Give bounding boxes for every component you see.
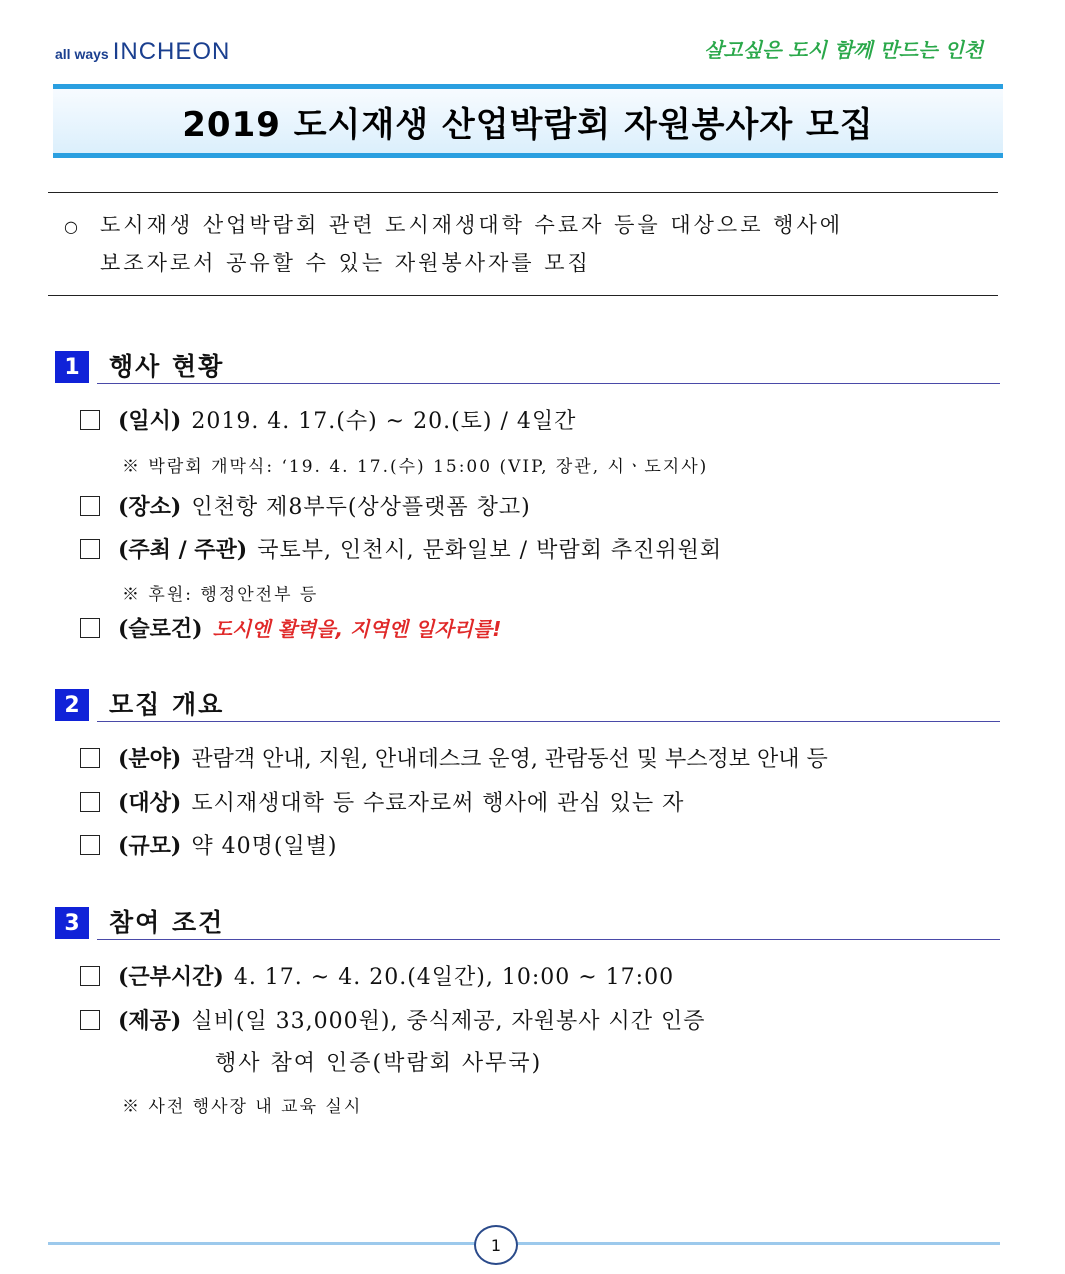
page-title: 2019 도시재생 산업박람회 자원봉사자 모집 xyxy=(182,104,874,145)
section-1-heading xyxy=(55,350,1000,384)
note-text: ※ 박람회 개막식: ‘19. 4. 17.(수) 15:00 (VIP, 장관, 시ㆍ도지사) xyxy=(122,457,709,477)
note-text: ※ 후원: 행정안전부 등 xyxy=(122,585,319,605)
section-number-badge: 2 xyxy=(55,689,89,721)
checkbox-square-icon xyxy=(80,539,100,559)
list-item: (일시) 2019. 4. 17.(수) ~ 20.(토) / 4일간 xyxy=(80,404,576,435)
section-2-heading xyxy=(55,688,1000,722)
checkbox-square-icon xyxy=(80,835,100,855)
slogan-text: 도시엔 활력을, 지역엔 일자리를! xyxy=(212,617,502,641)
circle-bullet-icon: ○ xyxy=(64,217,81,236)
footer-divider xyxy=(48,1242,1000,1245)
section-title: 행사 현황 xyxy=(97,351,1000,384)
checkbox-square-icon xyxy=(80,966,100,986)
list-item: (근부시간) 4. 17. ~ 4. 20.(4일간), 10:00 ~ 17:00 xyxy=(80,960,674,991)
list-item: (제공) 실비(일 33,000원), 중식제공, 자원봉사 시간 인증 xyxy=(80,1004,705,1035)
list-item: (대상) 도시재생대학 등 수료자로써 행사에 관심 있는 자 xyxy=(80,786,684,817)
logo-tagline: all ways xyxy=(55,46,109,62)
summary-box xyxy=(48,192,998,296)
summary-line-1: ○ 도시재생 산업박람회 관련 도시재생대학 수료자 등을 대상으로 행사에 xyxy=(64,207,998,245)
section-title: 참여 조건 xyxy=(97,907,1000,940)
checkbox-square-icon xyxy=(80,1010,100,1030)
list-item: (슬로건) 도시엔 활력을, 지역엔 일자리를! xyxy=(80,612,501,643)
section-number-badge: 1 xyxy=(55,351,89,383)
list-item-continuation: 행사 참여 인증(박람회 사무국) xyxy=(215,1051,543,1076)
section-title: 모집 개요 xyxy=(97,689,1000,722)
list-item: (규모) 약 40명(일별) xyxy=(80,829,338,860)
note-text: ※ 사전 행사장 내 교육 실시 xyxy=(122,1097,363,1117)
list-item: (주최 / 주관) 국토부, 인천시, 문화일보 / 박람회 추진위원회 xyxy=(80,533,722,564)
section-number-badge: 3 xyxy=(55,907,89,939)
checkbox-square-icon xyxy=(80,792,100,812)
list-item: (분야) 관람객 안내, 지원, 안내데스크 운영, 관람동선 및 부스정보 안내 등 xyxy=(80,742,828,773)
summary-line-2: 보조자로서 공유할 수 있는 자원봉사자를 모집 xyxy=(100,251,591,275)
city-slogan-logo: 살고싶은 도시 함께 만드는 인천 xyxy=(703,38,983,62)
section-3-heading xyxy=(55,906,1000,940)
checkbox-square-icon xyxy=(80,496,100,516)
list-item: (장소) 인천항 제8부두(상상플랫폼 창고) xyxy=(80,490,531,521)
checkbox-square-icon xyxy=(80,618,100,638)
logo-wordmark: INCHEON xyxy=(112,38,231,65)
title-banner xyxy=(53,84,1003,158)
checkbox-square-icon xyxy=(80,410,100,430)
incheon-logo xyxy=(55,38,230,66)
page-number: 1 xyxy=(474,1225,518,1265)
checkbox-square-icon xyxy=(80,748,100,768)
